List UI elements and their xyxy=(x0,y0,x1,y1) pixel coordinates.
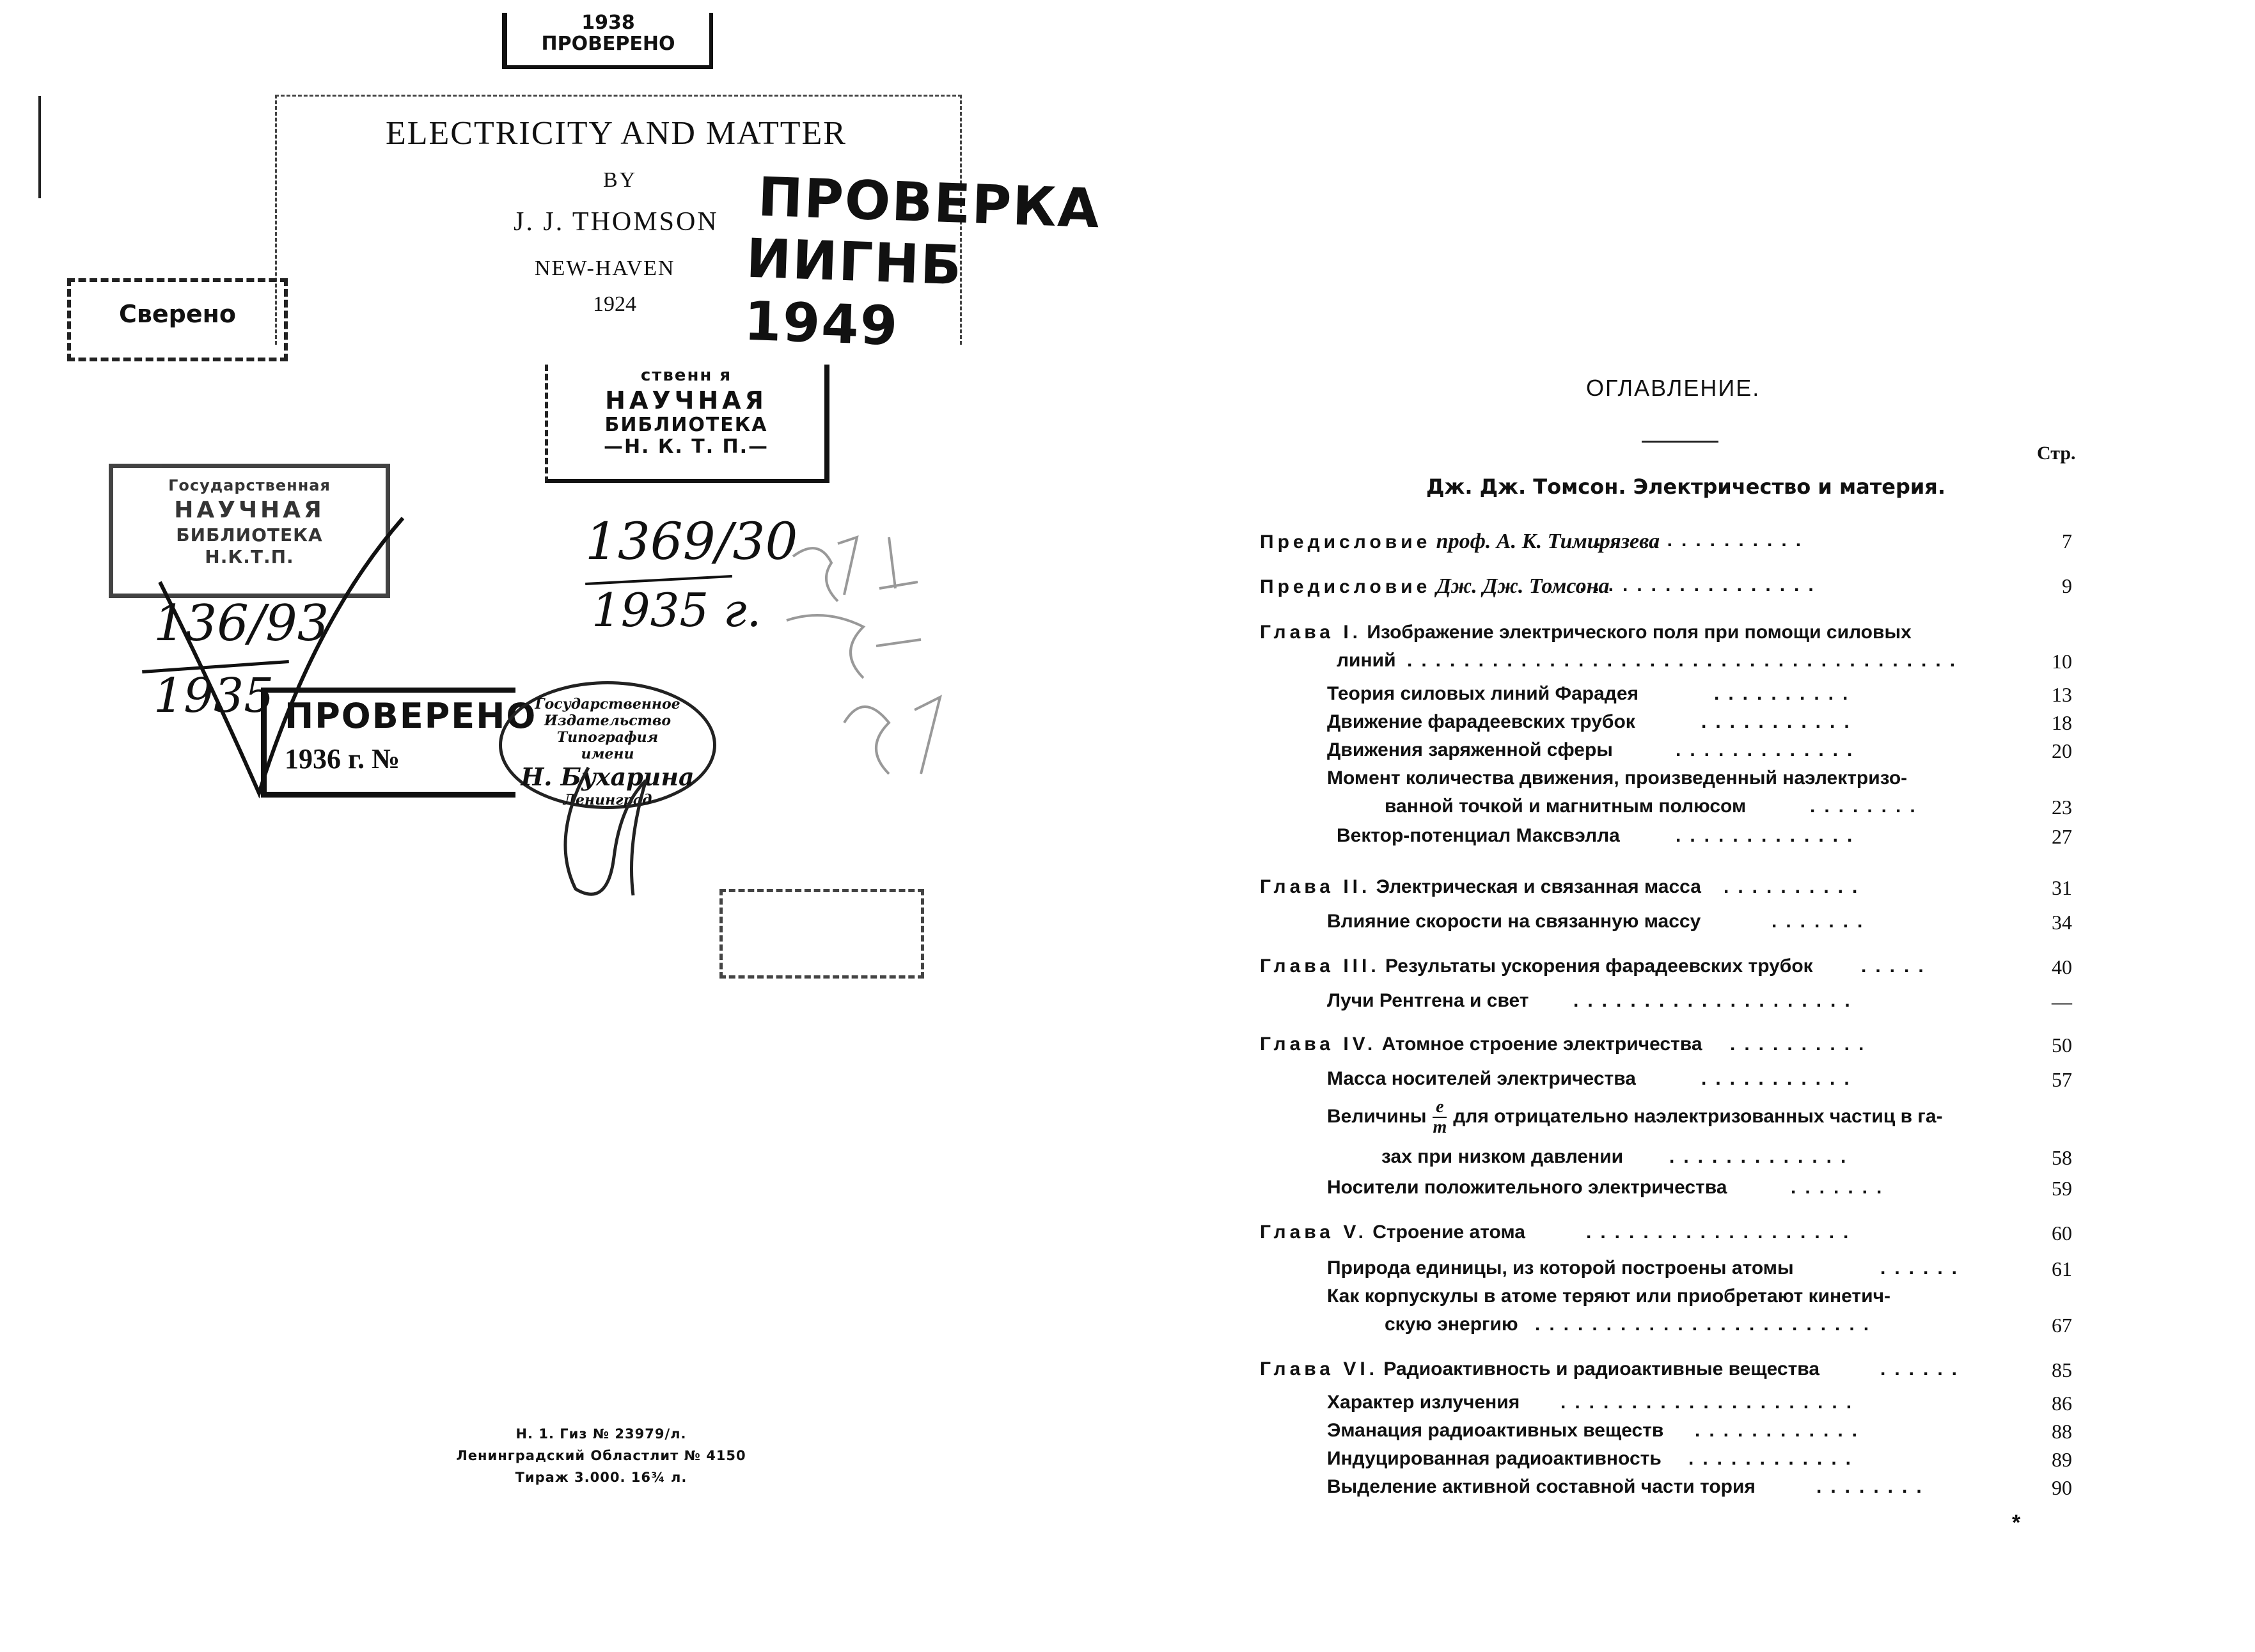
dot-leader: .......... xyxy=(1714,683,1857,704)
entry-text: Масса носителей электричества xyxy=(1327,1068,1636,1089)
entry-page: 50 xyxy=(2052,1034,2072,1057)
entry-page: 90 xyxy=(2052,1476,2072,1499)
handwritten-note-2-bottom: 1935 г. xyxy=(592,583,762,637)
entry-text: Носители положительного электричества xyxy=(1327,1177,1727,1198)
dot-leader: ............ xyxy=(1695,1420,1867,1441)
stamp-proverka: ПРОВЕРКА xyxy=(757,165,1102,240)
author-name: J. J. THOMSON xyxy=(514,207,719,237)
dot-leader: ............. xyxy=(1676,825,1862,846)
dot-leader: ........................ xyxy=(1535,1314,1878,1335)
library1-line4: —Н. К. Т. П.— xyxy=(603,436,769,458)
entry-page: 31 xyxy=(2052,876,2072,899)
dot-leader: ............... xyxy=(1596,530,1811,551)
entry-text: проф. А. К. Тимирязева xyxy=(1436,530,1660,553)
handwritten-note-1-top: 136/93 xyxy=(153,595,329,652)
entry-page: 67 xyxy=(2052,1314,2072,1337)
dot-leader: ........... xyxy=(1701,1068,1858,1089)
entry-text: Величины xyxy=(1327,1105,1427,1127)
stamp-year: 1938 xyxy=(581,12,635,34)
library1-line2: НАУЧНАЯ xyxy=(605,386,767,414)
entry-text: Выделение активной составной части тория xyxy=(1327,1476,1756,1497)
entry-text: Движения заряженной сферы xyxy=(1327,739,1613,760)
page-column-label: Стр. xyxy=(2037,443,2076,464)
seal-line3: Типография xyxy=(556,729,659,746)
handwritten-note-2-top: 1369/30 xyxy=(585,512,798,571)
entry-text: Индуцированная радиоактивность xyxy=(1327,1448,1662,1469)
handwritten-pencil-loops xyxy=(550,755,665,908)
seal-line4: имени xyxy=(581,746,634,762)
entry-page: 58 xyxy=(2052,1146,2072,1169)
entry-prefix: Глава II. xyxy=(1260,876,1371,897)
entry-page: 23 xyxy=(2052,796,2072,819)
entry-text: Эманация радиоактивных веществ xyxy=(1327,1420,1664,1441)
entry-continuation: линий xyxy=(1337,650,1396,671)
entry-page: 40 xyxy=(2052,956,2072,979)
footer-asterisk: * xyxy=(2012,1511,2021,1535)
entry-text: Строение атома xyxy=(1372,1222,1525,1243)
library2-line1: Государственная xyxy=(168,476,331,494)
entry-page: 89 xyxy=(2052,1448,2072,1471)
dot-leader: ........... xyxy=(1701,711,1858,732)
entry-text: Вектор-потенциал Максвэлла xyxy=(1337,825,1620,846)
imprint-line3: Тираж 3.000. 16¾ л. xyxy=(515,1470,688,1485)
entry-page: 34 xyxy=(2052,911,2072,934)
fraction-numerator: e xyxy=(1433,1097,1447,1118)
entry-page: 27 xyxy=(2052,825,2072,848)
entry-page: — xyxy=(2052,990,2072,1013)
entry-text: Изображение электрического поля при помощи силовых xyxy=(1367,622,1912,643)
seal-line5: Ленинград xyxy=(563,792,652,808)
faint-pencil-scribbles xyxy=(767,518,978,812)
seal-line2: Издательство xyxy=(544,712,672,729)
entry-prefix: Предисловие xyxy=(1260,531,1431,553)
entry-text: Результаты ускорения фарадеевских трубок xyxy=(1385,956,1813,977)
seal-name: Н. Бухарина xyxy=(521,762,695,791)
dot-leader: ....... xyxy=(1791,1177,1891,1198)
entry-page: 7 xyxy=(2062,530,2072,553)
entry-prefix: Глава VI. xyxy=(1260,1358,1379,1380)
proveren-word: ПРОВЕРЕНО xyxy=(285,696,537,736)
entry-page: 20 xyxy=(2052,739,2072,762)
dot-leader: ..................... xyxy=(1560,1392,1861,1413)
entry-text: Природа единицы, из которой построены атомы xyxy=(1327,1257,1794,1278)
dot-leader: ................... xyxy=(1586,1222,1858,1243)
library2-line3: БИБЛИОТЕКА xyxy=(176,524,323,546)
dot-leader: ........ xyxy=(1810,796,1924,817)
library2-line4: Н.К.Т.П. xyxy=(205,546,294,567)
library1-line1: ственн я xyxy=(640,366,732,385)
dot-leader: ....... xyxy=(1772,911,1872,932)
publication-year: 1924 xyxy=(593,292,636,316)
by-label: BY xyxy=(603,168,638,192)
faded-inventory-number xyxy=(719,889,924,979)
fraction-denominator: m xyxy=(1433,1117,1447,1137)
entry-text: Характер излучения xyxy=(1327,1392,1520,1413)
entry-prefix: Глава V. xyxy=(1260,1222,1367,1243)
fraction-e-over-m xyxy=(1433,1097,1447,1137)
entry-text: Радиоактивность и радиоактивные вещества xyxy=(1383,1358,1820,1380)
entry-text: Момент количества движения, произведенный наэлектризо- xyxy=(1327,767,1908,789)
library1-line3: БИБЛИОТЕКА xyxy=(604,414,768,436)
imprint-line2: Ленинградский Областлит № 4150 xyxy=(456,1448,746,1463)
publication-city: NEW-HAVEN xyxy=(535,256,675,280)
stamp-word: ПРОВЕРЕНО xyxy=(541,33,675,55)
entry-page: 59 xyxy=(2052,1177,2072,1200)
entry-text: Дж. Дж. Томсона xyxy=(1436,574,1610,598)
dot-leader: ........ xyxy=(1816,1476,1931,1497)
dot-leader: ....................................... xyxy=(1407,650,1965,671)
page-edge-mark xyxy=(38,96,41,198)
entry-page: 86 xyxy=(2052,1392,2072,1415)
imprint-line1: Н. 1. Гиз № 23979/л. xyxy=(515,1426,687,1442)
dot-leader: ............. xyxy=(1676,739,1862,760)
entry-text: Теория силовых линий Фарадея xyxy=(1327,683,1639,704)
entry-text: Лучи Рентгена и свет xyxy=(1327,990,1529,1011)
entry-page: 88 xyxy=(2052,1420,2072,1443)
stamp-proverka-year: ИИГНБ 1949 xyxy=(742,226,964,358)
entry-prefix: Глава I. xyxy=(1260,622,1362,643)
stamp-provereno-small: Сверено xyxy=(67,278,288,361)
dot-leader: ...... xyxy=(1880,1358,1967,1380)
entry-prefix: Глава IV. xyxy=(1260,1034,1377,1055)
heading-rule xyxy=(1642,441,1718,443)
dot-leader: .......... xyxy=(1730,1034,1873,1055)
imprint-block xyxy=(422,1423,780,1488)
handwritten-note-1-bottom: 1935 xyxy=(153,668,274,723)
toc-book-title: Дж. Дж. Томсон. Электричество и материя. xyxy=(1426,475,1945,499)
dot-leader: ............. xyxy=(1669,1146,1855,1167)
entry-page: 57 xyxy=(2052,1068,2072,1091)
entry-continuation: ванной точкой и магнитным полюсом xyxy=(1385,796,1747,817)
stamp-provereno-1936 xyxy=(261,688,537,798)
entry-text-cont: для отрицательно наэлектризованных частиц в га- xyxy=(1453,1105,1943,1127)
entry-page: 60 xyxy=(2052,1222,2072,1245)
entry-page: 13 xyxy=(2052,683,2072,706)
entry-page: 61 xyxy=(2052,1257,2072,1280)
entry-page: 10 xyxy=(2052,650,2072,673)
dot-leader: ............ xyxy=(1688,1448,1860,1469)
toc-heading: ОГЛАВЛЕНИЕ. xyxy=(1586,375,1761,401)
seal-line1: Государственное xyxy=(535,696,680,712)
entry-text: Атомное строение электричества xyxy=(1381,1034,1702,1055)
entry-text: Движение фарадеевских трубок xyxy=(1327,711,1635,732)
entry-text: Влияние скорости на связанную массу xyxy=(1327,911,1701,932)
dot-leader: ..... xyxy=(1861,956,1933,977)
entry-page: 9 xyxy=(2062,574,2072,597)
entry-prefix: Глава III. xyxy=(1260,956,1380,977)
entry-text: Как корпускулы в атоме теряют или приобретают кинетич- xyxy=(1327,1286,1890,1307)
right-page-table-of-contents xyxy=(1126,0,2255,1652)
entry-page: 85 xyxy=(2052,1358,2072,1381)
stamp-1938-provereno xyxy=(502,13,713,69)
stamp-library-nktp-1 xyxy=(545,365,829,483)
dot-leader: .......... xyxy=(1724,876,1867,897)
entry-page: 18 xyxy=(2052,711,2072,734)
entry-continuation: зах при низком давлении xyxy=(1381,1146,1624,1167)
dot-leader: ................. xyxy=(1580,574,1823,595)
book-title-english: ELECTRICITY AND MATTER xyxy=(386,115,847,152)
entry-prefix: Предисловие xyxy=(1260,576,1431,597)
entry-text: Электрическая и связанная масса xyxy=(1376,876,1701,897)
dot-leader: ...... xyxy=(1880,1257,1967,1278)
left-page xyxy=(0,0,1126,1652)
library2-line2: НАУЧНАЯ xyxy=(174,497,325,523)
entry-continuation: скую энергию xyxy=(1385,1314,1518,1335)
proveren-year: 1936 г. № xyxy=(285,743,400,775)
dot-leader: .................... xyxy=(1573,990,1859,1011)
